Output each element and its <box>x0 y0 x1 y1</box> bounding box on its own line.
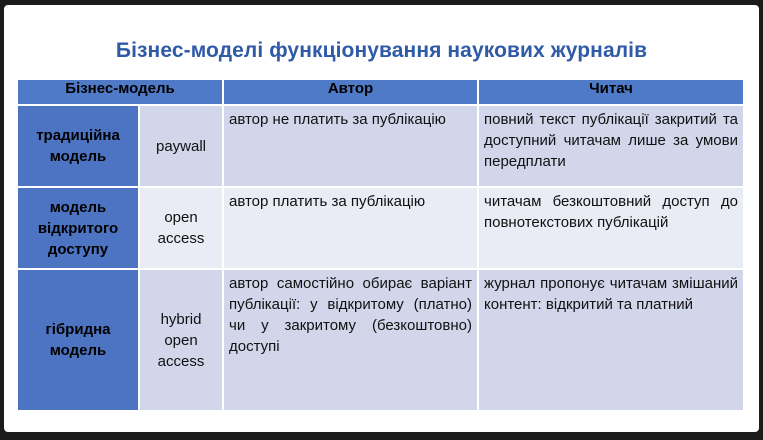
header-author: Автор <box>223 79 478 105</box>
model-name: модель відкритого доступу <box>17 187 139 269</box>
reader-cell: читачам безкоштовний доступ до повнотекстових публікацій <box>478 187 744 269</box>
access-type: open access <box>139 187 223 269</box>
model-name: гібридна модель <box>17 269 139 411</box>
author-cell: автор не платить за публікацію <box>223 105 478 187</box>
header-business-model: Бізнес-модель <box>17 79 223 105</box>
reader-cell: повний текст публікації закритий та доступний читачам лише за умови передплати <box>478 105 744 187</box>
business-models-table <box>16 78 745 412</box>
author-cell: автор платить за публікацію <box>223 187 478 269</box>
model-name: традиційна модель <box>17 105 139 187</box>
access-type: hybrid open access <box>139 269 223 411</box>
author-cell: автор самостійно обирає варіант публікації: у відкритому (платно) чи у закритому (безкоштовно) доступі <box>223 269 478 411</box>
slide-title: Бізнес-моделі функціонування наукових журналів <box>115 39 648 62</box>
table-row <box>17 105 744 187</box>
access-type: paywall <box>139 105 223 187</box>
header-reader: Читач <box>478 79 744 105</box>
slide <box>4 5 759 432</box>
reader-cell: журнал пропонує читачам змішаний контент: відкритий та платний <box>478 269 744 411</box>
table-row <box>17 269 744 411</box>
table-header-row <box>17 79 744 105</box>
table-row <box>17 187 744 269</box>
